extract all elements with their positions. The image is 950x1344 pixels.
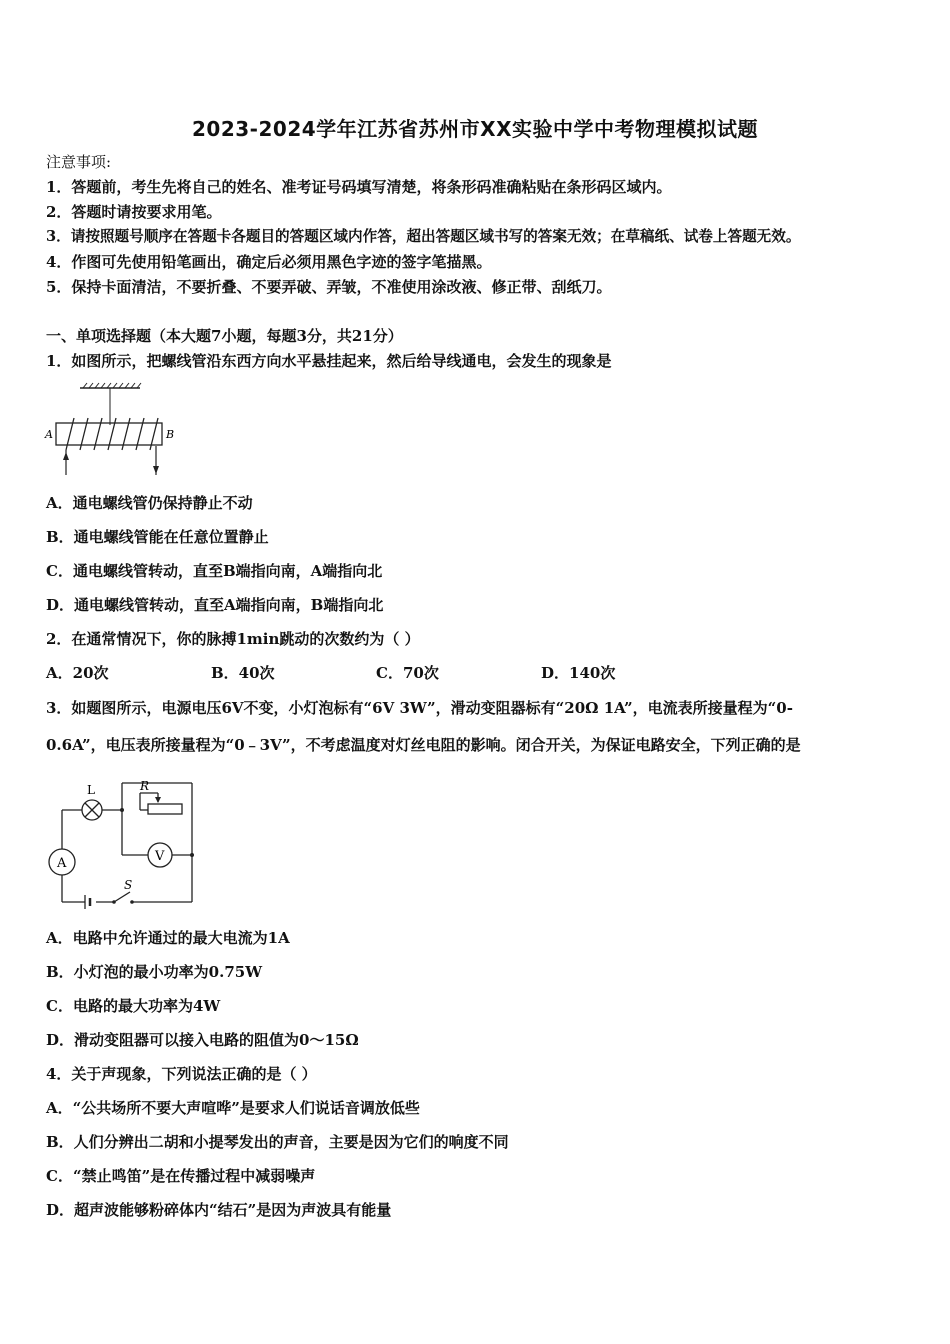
circuit-label-a: A (57, 856, 67, 871)
note-item-2: 2．答题时请按要求用笔。 (46, 203, 222, 221)
q1-stem: 1．如图所示，把螺线管沿东西方向水平悬挂起来，然后给导线通电，会发生的现象是 (46, 352, 612, 370)
q4-option-b: B．人们分辨出二胡和小提琴发出的声音，主要是因为它们的响度不同 (46, 1133, 509, 1151)
q2-stem: 2．在通常情况下，你的脉搏1min跳动的次数约为（ ） (46, 630, 420, 648)
q4-stem: 4．关于声现象，下列说法正确的是（ ） (46, 1065, 317, 1083)
q2-option-b: B．40次 (211, 664, 275, 682)
circuit-label-r: R (140, 779, 150, 793)
q1-option-a: A．通电螺线管仍保持静止不动 (46, 494, 253, 512)
notes-heading: 注意事项: (46, 153, 112, 171)
q3-option-d: D．滑动变阻器可以接入电路的阻值为0～15Ω (46, 1031, 359, 1049)
note-item-5: 5．保持卡面清洁，不要折叠、不要弄破、弄皱，不准使用涂改液、修正带、刮纸刀。 (46, 278, 612, 296)
solenoid-label-b: B (166, 428, 175, 441)
q4-option-d: D．超声波能够粉碎体内“结石”是因为声波具有能量 (46, 1201, 392, 1219)
q2-option-d: D．140次 (541, 664, 616, 682)
q1-option-c: C．通电螺线管转动，直至B端指向南，A端指向北 (46, 562, 383, 580)
q3-option-b: B．小灯泡的最小功率为0.75W (46, 963, 263, 981)
solenoid-figure (40, 380, 180, 480)
q2-options (46, 663, 615, 683)
q1-option-b: B．通电螺线管能在任意位置静止 (46, 528, 269, 546)
q1-option-d: D．通电螺线管转动，直至A端指向南，B端指向北 (46, 596, 384, 614)
q2-option-c: C．70次 (376, 664, 439, 682)
q3-stem-line1: 3．如题图所示，电源电压6V不变，小灯泡标有“6V 3W”，滑动变阻器标有“20Ω 1A”，电流表所接量程为“0- (46, 699, 793, 717)
q3-stem-line2: 0.6A”，电压表所接量程为“0﹣3V”，不考虑温度对灯丝电阻的影响。闭合开关，为保证电路安全，下列正确的是 (46, 736, 801, 754)
solenoid-label-a: A (45, 428, 53, 441)
q3-option-a: A．电路中允许通过的最大电流为1A (46, 929, 290, 947)
note-item-4: 4．作图可先使用铅笔画出，确定后必须用黑色字迹的签字笔描黑。 (46, 253, 492, 271)
circuit-label-s: S (124, 878, 133, 892)
note-item-3: 3．请按照题号顺序在答题卡各题目的答题区域内作答，超出答题区域书写的答案无效；在草稿纸、试卷上答题无效。 (46, 228, 801, 245)
q3-option-c: C．电路的最大功率为4W (46, 997, 221, 1015)
circuit-label-v: V (155, 849, 165, 864)
section-heading: 一、单项选择题（本大题7小题，每题3分，共21分） (46, 327, 403, 345)
q4-option-c: C．“禁止鸣笛”是在传播过程中减弱噪声 (46, 1167, 316, 1185)
circuit-figure (40, 775, 210, 915)
circuit-label-l: L (87, 783, 95, 797)
exam-title: 2023-2024学年江苏省苏州市XX实验中学中考物理模拟试题 (192, 117, 758, 141)
q4-option-a: A．“公共场所不要大声喧哗”是要求人们说话音调放低些 (46, 1099, 420, 1117)
note-item-1: 1．答题前，考生先将自己的姓名、准考证号码填写清楚，将条形码准确粘贴在条形码区域内。 (46, 178, 672, 196)
q2-option-a: A．20次 (46, 664, 109, 682)
